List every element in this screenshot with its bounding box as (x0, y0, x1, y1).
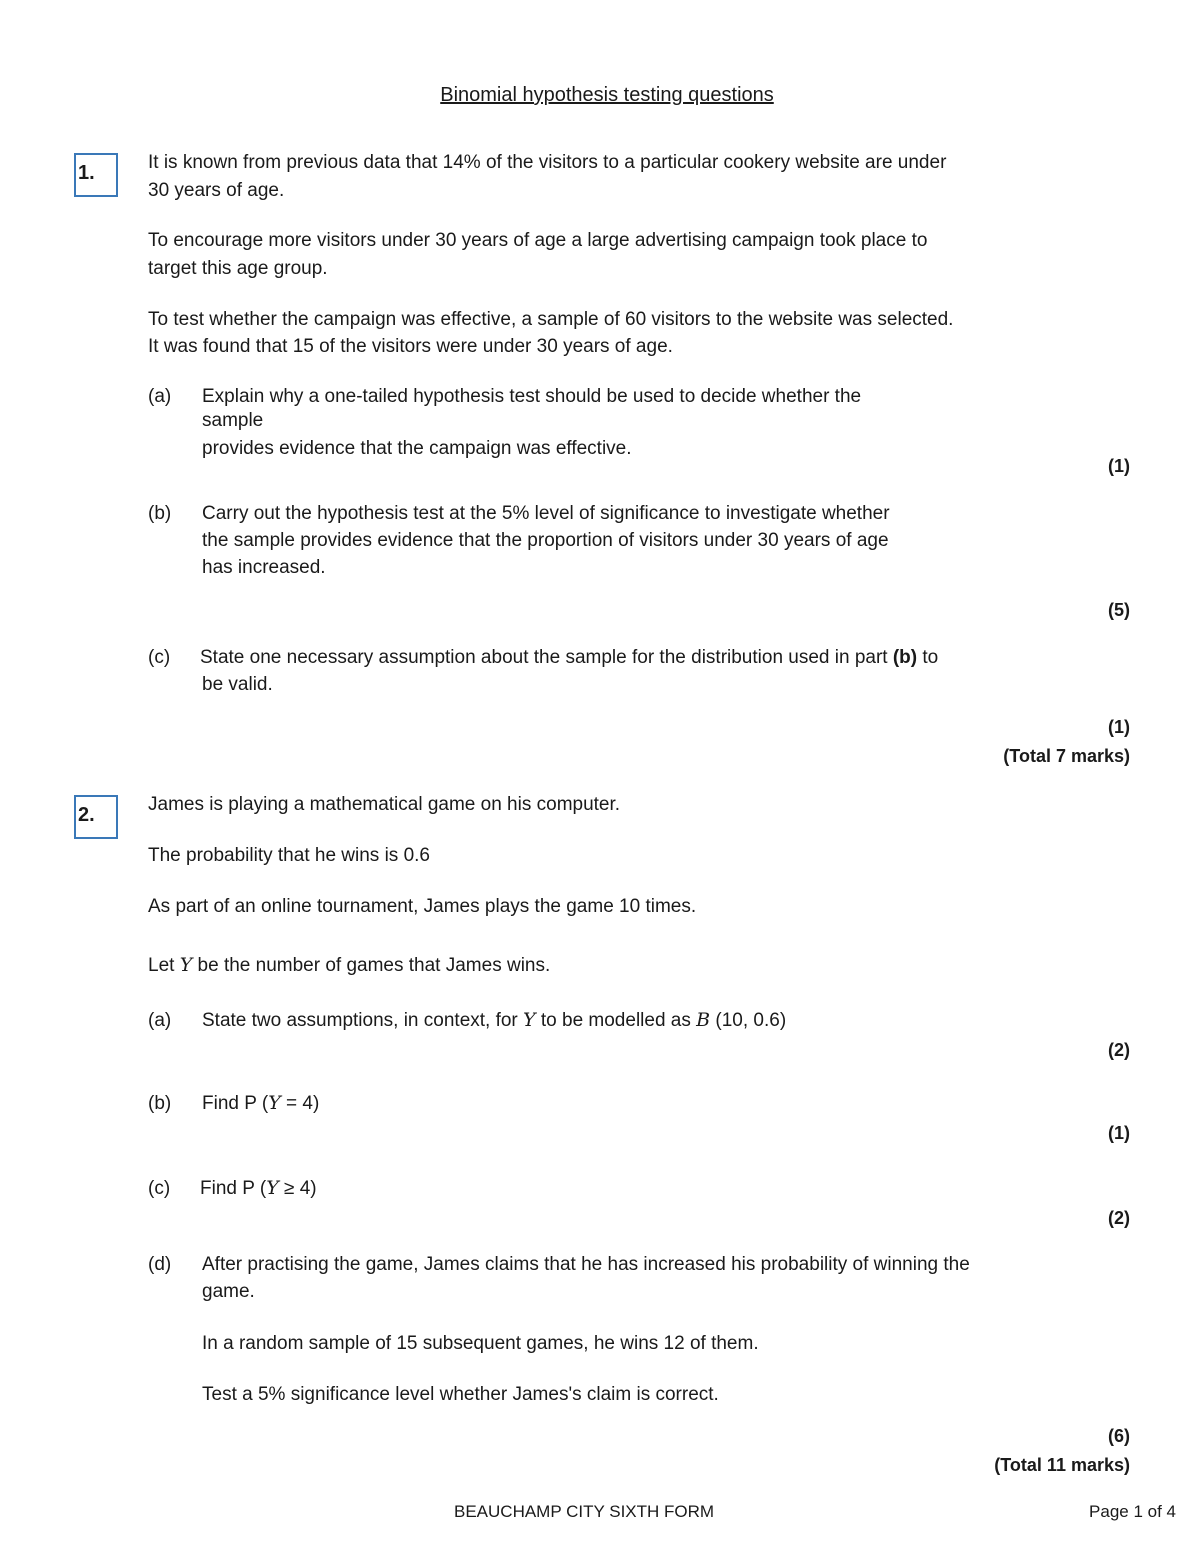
q1c-text-end: to (917, 647, 939, 668)
q2b-line (202, 1090, 319, 1117)
q1a-line-3: provides evidence that the campaign was effective. (202, 438, 632, 459)
q1c-line-1 (200, 644, 938, 671)
q1c-marks: (1) (1108, 717, 1130, 737)
part-label-c: (c) (148, 647, 171, 668)
variable-y: Y (268, 1092, 281, 1114)
q2a-line (202, 1007, 786, 1034)
q2c-text: Find P ( (200, 1178, 267, 1199)
q1b-line-3: has increased. (202, 557, 326, 578)
part-label-b: (b) (148, 1093, 172, 1114)
q2a-text: State two assumptions, in context, for (202, 1010, 524, 1031)
q2d-para2: In a random sample of 15 subsequent games, he wins 12 of them. (202, 1333, 759, 1354)
q1b-marks: (5) (1108, 600, 1130, 620)
q1c-part-reference: (b) (892, 647, 918, 668)
q1a-marks: (1) (1108, 456, 1130, 476)
q1-para2-line-2: target this age group. (148, 258, 328, 279)
q2c-marks: (2) (1108, 1208, 1130, 1228)
variable-b: B (696, 1009, 711, 1031)
question-number-box (74, 153, 118, 197)
q2d-para3: Test a 5% significance level whether James's claim is correct. (202, 1384, 719, 1405)
part-label-a: (a) (148, 386, 172, 407)
q1a-line-1: Explain why a one-tailed hypothesis test should be used to decide whether the (202, 386, 862, 407)
q2c-text-end: ≥ 4) (278, 1178, 317, 1199)
q1b-line-1: Carry out the hypothesis test at the 5% level of significance to investigate whether (202, 503, 890, 524)
question-number: 2. (78, 804, 95, 826)
part-label-d: (d) (148, 1254, 172, 1275)
page-title: Binomial hypothesis testing questions (440, 84, 774, 106)
footer-page-number: Page 1 of 4 (1089, 1502, 1176, 1521)
q1-total-marks: (Total 7 marks) (1003, 746, 1130, 766)
footer-school-name: BEAUCHAMP CITY SIXTH FORM (454, 1502, 715, 1521)
q2d-marks: (6) (1108, 1426, 1130, 1446)
q2-para1: James is playing a mathematical game on his computer. (148, 794, 621, 815)
q1-para2-line-1: To encourage more visitors under 30 years of age a large advertising campaign took place to (148, 230, 928, 251)
part-label-a: (a) (148, 1010, 172, 1031)
q2a-marks: (2) (1108, 1040, 1130, 1060)
q2b-text-end: = 4) (280, 1093, 320, 1114)
part-label-c: (c) (148, 1178, 171, 1199)
q1-intro-line-2: 30 years of age. (148, 180, 285, 201)
q1a-line-2: sample (202, 410, 264, 431)
variable-y: Y (523, 1009, 536, 1031)
q2d-line-1: After practising the game, James claims that he has increased his probability of winning the (202, 1254, 970, 1275)
q2a-text-end: (10, 0.6) (710, 1010, 787, 1031)
q2a-text-mid: to be modelled as (535, 1010, 697, 1031)
variable-y: Y (179, 954, 193, 976)
q2-para3: As part of an online tournament, James plays the game 10 times. (148, 896, 697, 917)
q2b-text: Find P ( (202, 1093, 269, 1114)
q2-total-marks: (Total 11 marks) (994, 1455, 1130, 1475)
q2-para2: The probability that he wins is 0.6 (148, 845, 430, 866)
q1-intro-line-1: It is known from previous data that 14% of the visitors to a particular cookery website are under (148, 152, 947, 173)
q2-para4-text: Let (148, 955, 180, 976)
q1-para3-line-1: To test whether the campaign was effective, a sample of 60 visitors to the website was selected. (148, 309, 954, 330)
q1b-line-2: the sample provides evidence that the proportion of visitors under 30 years of age (202, 530, 889, 551)
q2b-marks: (1) (1108, 1123, 1130, 1143)
q1-para3-line-2: It was found that 15 of the visitors were under 30 years of age. (148, 336, 673, 357)
q2-para4 (148, 952, 550, 979)
q2d-line-2: game. (202, 1281, 255, 1302)
q2c-line (200, 1175, 317, 1202)
question-number-box (74, 795, 118, 839)
q2-para4-text-end: be the number of games that James wins. (192, 955, 551, 976)
q1c-line-2: be valid. (202, 674, 273, 695)
part-label-b: (b) (148, 503, 172, 524)
q1c-text: State one necessary assumption about the sample for the distribution used in part (200, 647, 893, 668)
variable-y: Y (266, 1177, 279, 1199)
question-number: 1. (78, 162, 95, 184)
